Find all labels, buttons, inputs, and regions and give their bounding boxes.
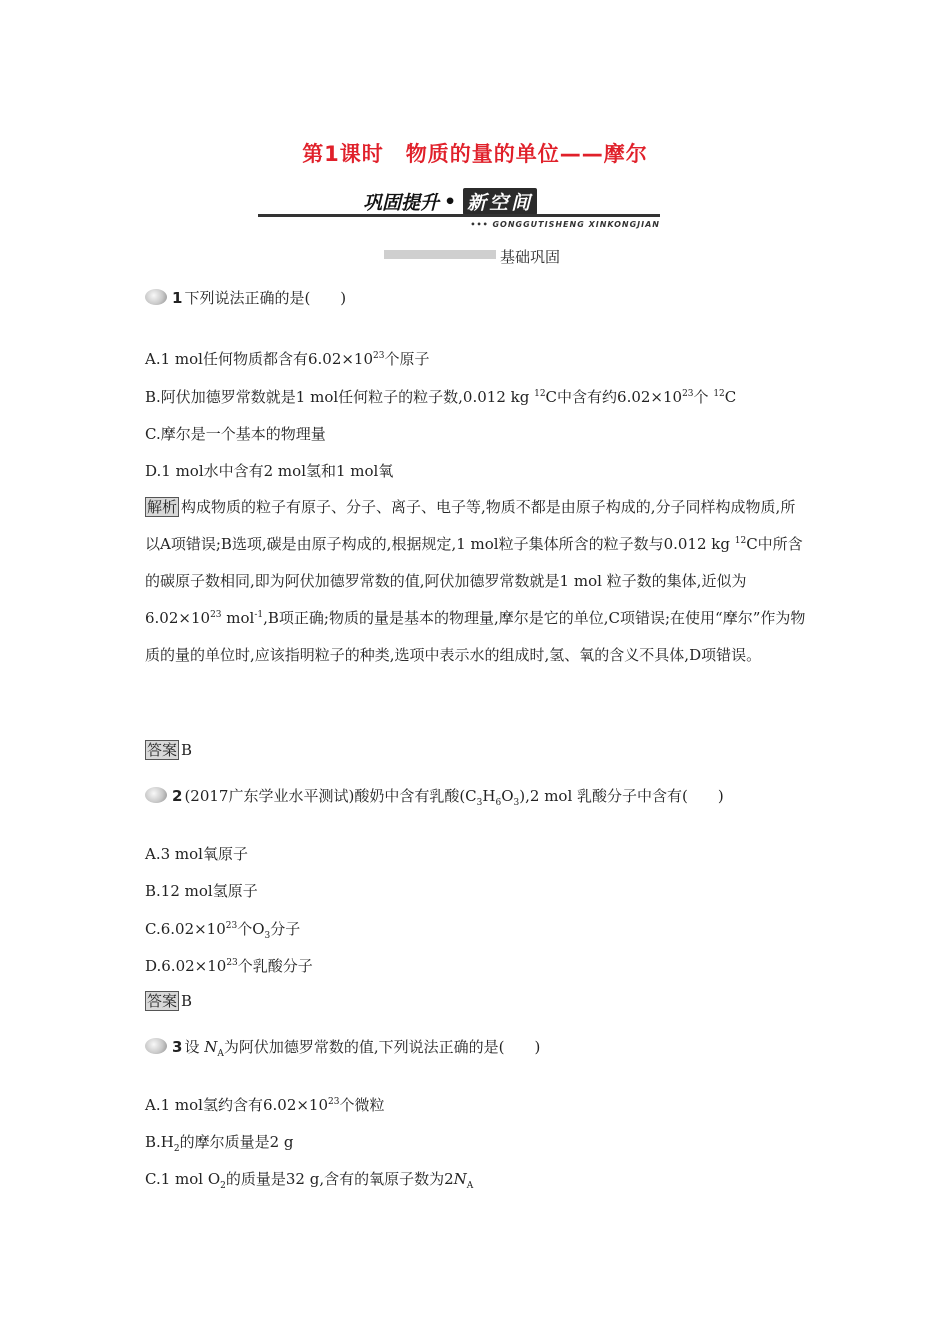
option-text: 个 [693,388,714,406]
stem-text: (2017广东学业水平测试)酸奶中含有乳酸(C [184,787,477,805]
superscript: 23 [373,351,385,361]
banner-left-text: 巩固提升 [363,192,440,214]
stem-text: ),2 mol 乳酸分子中含有( ) [519,787,724,805]
option-b: B.12 mol氢原子 [145,882,258,900]
banner-heading [363,188,537,215]
page-title: 第1课时 物质的量的单位——摩尔 [302,142,648,166]
subscript: A [217,1049,224,1059]
avogadro-symbol: N [204,1038,218,1056]
option-text: A.1 mol氢约含有6.02×10 [145,1096,329,1114]
question-number: 1 [172,288,183,307]
superscript: 23 [210,610,222,620]
answer-2 [145,991,192,1011]
superscript: 23 [226,958,238,968]
question-bullet-icon [145,289,169,307]
question-stem [184,785,723,806]
stem-text: 设 [184,1038,200,1056]
answer-1 [145,740,192,760]
option-text: B.H [145,1133,174,1151]
banner-rule [258,214,660,217]
option-text: 个原子 [384,350,430,368]
stem-text: O [501,787,514,805]
superscript: 12 [534,389,546,399]
option-a [145,1094,385,1115]
option-c [145,918,300,939]
option-text: D.6.02×10 [145,957,227,975]
section-bar [384,250,496,259]
answer-label: 答案 [147,992,178,1010]
option-text: 个乳酸分子 [237,957,313,975]
option-d: D.1 mol水中含有2 mol氢和1 mol氧 [145,462,394,480]
superscript: 23 [225,921,238,931]
option-text: 分子 [270,920,301,938]
analysis-1 [145,489,810,674]
superscript: -1 [254,610,264,620]
banner-dot: • [444,190,457,213]
option-c [145,1168,473,1189]
option-a [145,348,430,369]
analysis-text: ,B项正确;物质的量是基本的物理量,摩尔是它的单位,C项错误;在使用“摩尔”作为物质的量的单位时,应该指明粒子的种类,选项中表示水的组成时,氢、氧的含义不具体,D项错误。 [145,609,806,664]
option-a: A.3 mol氧原子 [145,845,248,863]
subscript: 3 [476,798,483,808]
option-d [145,955,313,976]
option-text: C.6.02×10 [145,920,226,938]
option-text: C中含有约6.02×10 [545,388,683,406]
section-banner [258,186,660,232]
option-text: 个微粒 [339,1096,385,1114]
option-text: 的摩尔质量是2 g [179,1133,294,1151]
option-c: C.摩尔是一个基本的物理量 [145,425,326,443]
subscript: 2 [173,1144,180,1154]
option-text: 的质量是32 g,含有的氧原子数为2 [225,1170,454,1188]
option-text: 个O [237,920,265,938]
analysis-text: 构成物质的粒子有原子、分子、离子、电子等,物质不都是由原子构成的,分子同样构成物质,所以A项错误;B选项,碳是由原子构成的,根据规定,1 mol粒子集体所含的粒子数与0.012 kg [145,498,796,553]
question-stem [184,1036,540,1057]
section-label: 基础巩固 [500,248,561,266]
superscript: 23 [328,1097,340,1107]
stem-text: 为阿伏加德罗常数的值,下列说法正确的是( ) [223,1038,541,1056]
superscript: 12 [713,389,725,399]
option-b [145,386,736,407]
subscript: 2 [220,1181,226,1191]
answer-value: B [181,741,193,759]
answer-label: 答案 [147,741,178,759]
analysis-text: C中所含的碳原子数相同,即为阿伏加德罗常数的值,阿伏加德罗常数就是1 mol 粒子数的集体,近似为6.02×10 [145,535,803,627]
banner-box-text: 新空间 [463,188,537,215]
subscript: 3 [264,931,271,941]
stem-text: H [482,787,496,805]
question-3 [145,1036,540,1057]
subscript: 6 [495,798,502,808]
option-text: A.1 mol任何物质都含有6.02×10 [145,350,374,368]
question-2 [145,785,724,806]
option-text: B.阿伏加德罗常数就是1 mol任何粒子的粒子数,0.012 kg [145,388,535,406]
option-text: C [724,388,737,406]
option-text: C.1 mol O [145,1170,221,1188]
analysis-label: 解析 [147,498,178,516]
question-number: 3 [172,1037,183,1056]
option-b [145,1131,294,1152]
question-number: 2 [172,786,183,805]
question-stem: 下列说法正确的是( ) [184,289,347,307]
subscript: 3 [513,798,520,808]
analysis-text: mol [221,609,255,627]
subscript: A [466,1181,474,1191]
question-bullet-icon [145,1038,169,1056]
avogadro-symbol: N [453,1170,467,1188]
banner-subtitle: ••• GONGGUTISHENG XINKONGJIAN [470,220,660,229]
answer-value: B [181,992,193,1010]
question-1 [145,287,346,308]
superscript: 12 [734,536,747,546]
superscript: 23 [682,389,694,399]
question-bullet-icon [145,787,169,805]
